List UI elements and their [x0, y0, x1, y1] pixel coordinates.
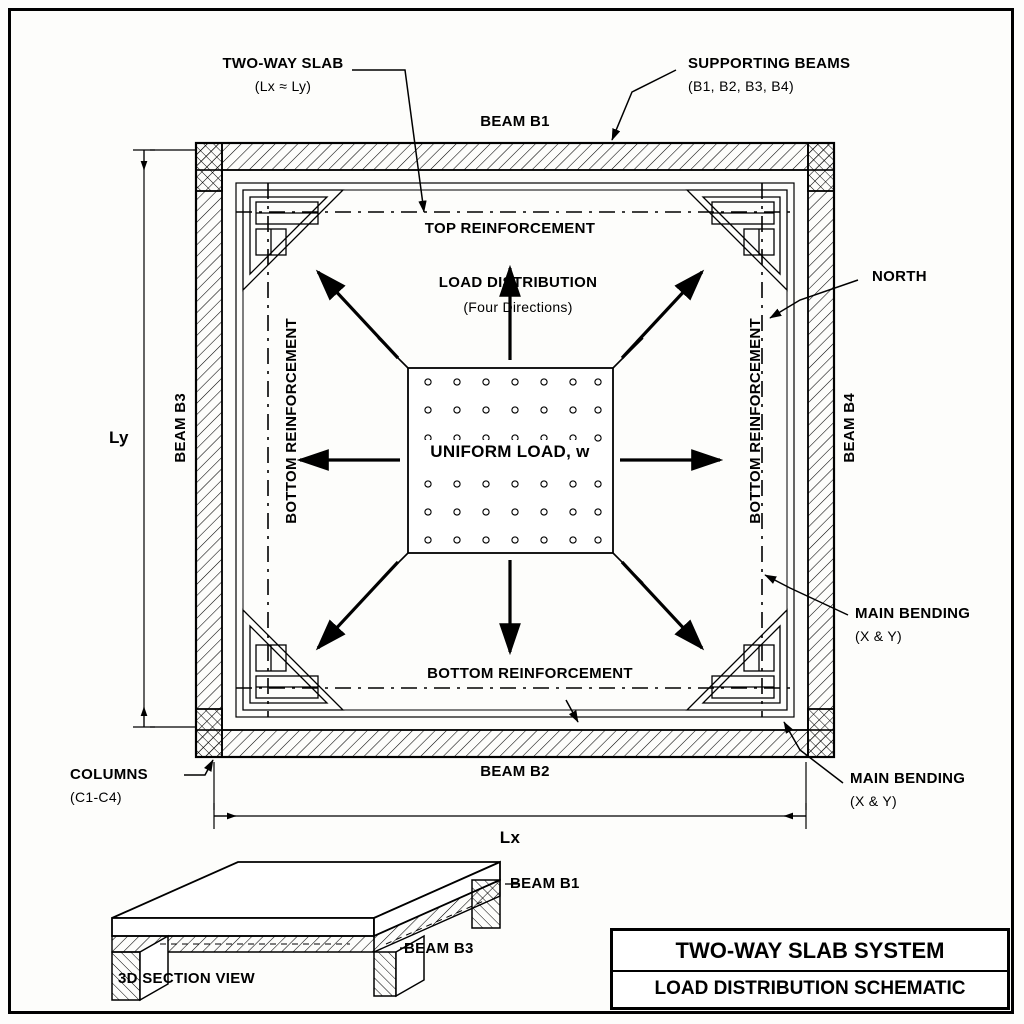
title-block [610, 928, 1010, 1010]
main-bending-bottom-label: MAIN BENDING [850, 770, 966, 787]
load-distribution-sub: (Four Directions) [463, 299, 573, 315]
callout-supporting-beams: SUPPORTING BEAMS [688, 55, 851, 72]
section-view-caption: 3D SECTION VIEW [118, 970, 256, 987]
columns-sub: (C1-C4) [70, 789, 122, 805]
beam-b4-label: BEAM B4 [841, 393, 858, 463]
load-distribution-label: LOAD DISTRIBUTION [438, 274, 598, 291]
north-label: NORTH [872, 268, 927, 285]
callout-two-way-slab-sub: (Lx ≈ Ly) [254, 78, 312, 94]
dimension-lx-text: Lx [499, 828, 521, 847]
dimension-ly-text: Ly [109, 428, 129, 447]
beam-b3-label: BEAM B3 [172, 393, 189, 463]
section-beam-b1-label: BEAM B1 [510, 875, 580, 892]
section-beam-b3-label: BEAM B3 [404, 940, 474, 957]
bottom-reinforcement-right-label: BOTTOM REINFORCEMENT [747, 318, 764, 524]
dimension-ly-label [109, 428, 129, 448]
title-block-line2: LOAD DISTRIBUTION SCHEMATIC [654, 978, 966, 999]
callout-supporting-beams-sub: (B1, B2, B3, B4) [688, 78, 794, 94]
main-bending-bottom-sub: (X & Y) [850, 793, 897, 809]
top-reinforcement-label: TOP REINFORCEMENT [419, 220, 601, 237]
callout-two-way-slab: TWO-WAY SLAB [222, 55, 344, 72]
dimension-lx-label [500, 828, 520, 848]
bottom-reinforcement-left-label: BOTTOM REINFORCEMENT [283, 318, 300, 524]
title-block-line1: TWO-WAY SLAB SYSTEM [613, 931, 1007, 972]
bottom-reinforcement-plan-label: BOTTOM REINFORCEMENT [421, 665, 639, 682]
columns-label: COLUMNS [70, 766, 148, 783]
beam-b1-label: BEAM B1 [480, 113, 550, 130]
beam-b2-label: BEAM B2 [480, 763, 550, 780]
uniform-load-label: UNIFORM LOAD, w [424, 440, 595, 464]
main-bending-right-label: MAIN BENDING [855, 605, 971, 622]
main-bending-right-sub: (X & Y) [855, 628, 902, 644]
